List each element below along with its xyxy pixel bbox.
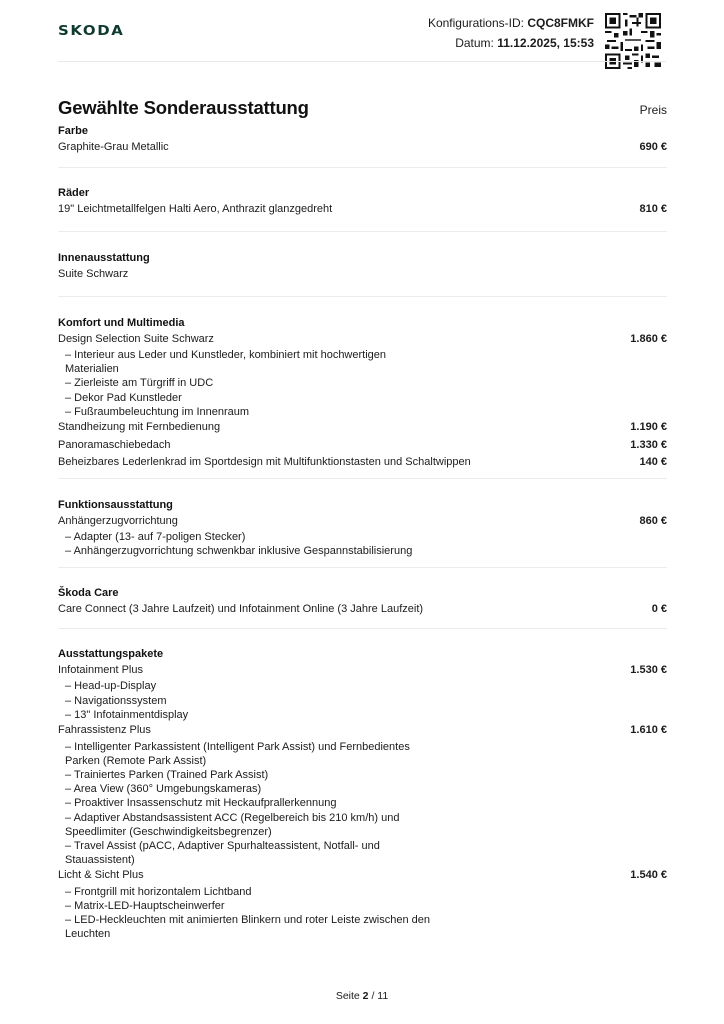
equipment-item	[58, 867, 667, 885]
item-name: 19" Leichtmetallfelgen Halti Aero, Anthrazit glanzgedreht	[58, 202, 333, 215]
item-detail-line: – Anhängerzugvorrichtung schwenkbar inklusive Gespannstabilisierung	[65, 545, 413, 558]
item-detail-line: – Adaptiver Abstandsassistent ACC (Regelbereich bis 210 km/h) und Speedlimiter (Geschwindigkeitsbegrenzer)	[65, 811, 400, 838]
equipment-item	[58, 139, 667, 157]
section-title: Innenausstattung	[58, 252, 150, 264]
page-separator: /	[371, 990, 375, 1002]
item-detail-line: – 13" Infotainmentdisplay	[65, 708, 189, 721]
item-detail-line: – Zierleiste am Türgriff in UDC	[65, 377, 214, 390]
item-details	[58, 679, 435, 722]
equipment-item	[58, 331, 667, 349]
equipment-section	[58, 297, 667, 479]
section-title: Farbe	[58, 125, 88, 137]
item-details	[58, 530, 435, 558]
item-name: Design Selection Suite Schwarz	[58, 332, 214, 345]
item-details	[58, 885, 435, 942]
page-label: Seite	[335, 990, 360, 1002]
equipment-item	[58, 454, 667, 472]
equipment-item	[58, 437, 667, 455]
page-total: 11	[377, 990, 389, 1002]
item-detail-line: – Intelligenter Parkassistent (Intelligent Park Assist) und Fernbedientes Parken (Remote Park Assist)	[65, 740, 410, 767]
item-detail-line: – Interieur aus Leder und Kunstleder, kombiniert mit hochwertigen Materialien	[65, 349, 387, 376]
item-details	[58, 740, 435, 868]
item-price: 140 €	[639, 456, 667, 469]
item-detail-line: – Head-up-Display	[65, 680, 157, 693]
item-price: 1.610 €	[630, 724, 667, 737]
item-name: Suite Schwarz	[58, 268, 129, 280]
item-detail-line: – LED-Heckleuchten mit animierten Blinkern und roter Leiste zwischen den Leuchten	[65, 914, 431, 941]
equipment-item	[58, 662, 667, 680]
equipment-sections	[58, 119, 667, 942]
equipment-item	[58, 513, 667, 531]
equipment-section	[58, 479, 667, 569]
item-name: Beheizbares Lederlenkrad im Sportdesign mit Multifunktionstasten und Schaltwippen	[58, 456, 471, 469]
item-name: Anhängerzugvorrichtung	[58, 514, 178, 527]
section-title: Funktionsausstattung	[58, 498, 173, 511]
equipment-item	[58, 722, 667, 740]
item-details	[58, 348, 435, 419]
item-name: Care Connect (3 Jahre Laufzeit) und Infotainment Online (3 Jahre Laufzeit)	[58, 603, 424, 616]
item-detail-line: – Dekor Pad Kunstleder	[65, 391, 182, 404]
equipment-section	[58, 568, 667, 629]
section-title: Komfort und Multimedia	[58, 316, 185, 329]
price-column-header: Preis	[639, 103, 667, 117]
section-title: Räder	[58, 186, 90, 199]
item-name: Infotainment Plus	[58, 663, 143, 676]
item-detail-line: – Area View (360° Umgebungskameras)	[65, 783, 262, 796]
item-price: 1.860 €	[630, 332, 667, 345]
item-detail-line: – Adapter (13- auf 7-poligen Stecker)	[65, 531, 246, 544]
item-detail-line: – Trainiertes Parken (Trained Park Assist)	[65, 768, 269, 781]
header-divider	[58, 61, 666, 62]
item-detail-line: – Proaktiver Insassenschutz mit Heckaufprallerkennung	[65, 797, 337, 810]
date-row	[428, 33, 594, 53]
item-detail-line: – Navigationssystem	[65, 694, 167, 707]
item-detail-line: – Travel Assist (pACC, Adaptiver Spurhalteassistent, Notfall- und Stauassistent)	[65, 839, 380, 867]
date-label: Datum:	[455, 36, 494, 50]
item-price: 0 €	[651, 603, 667, 616]
equipment-item	[58, 601, 667, 619]
page-indicator	[0, 990, 724, 1002]
item-price: 1.540 €	[630, 869, 667, 882]
title-row	[58, 97, 667, 119]
equipment-item	[58, 419, 667, 437]
equipment-section	[58, 119, 667, 168]
selected-equipment	[58, 97, 667, 942]
equipment-item	[58, 266, 667, 284]
item-name: Graphite-Grau Metallic	[58, 141, 169, 153]
page-current: 2	[362, 990, 369, 1002]
item-price: 810 €	[639, 202, 667, 215]
item-detail-line: – Matrix-LED-Hauptscheinwerfer	[65, 900, 225, 913]
item-price: 1.190 €	[630, 421, 667, 434]
item-detail-line: – Fußraumbeleuchtung im Innenraum	[65, 405, 250, 418]
equipment-item	[58, 201, 667, 219]
section-title: Škoda Care	[58, 587, 119, 600]
equipment-section	[58, 629, 667, 942]
configuration-id-label: Konfigurations-ID:	[427, 16, 524, 30]
document-meta	[428, 13, 594, 53]
item-name: Licht & Sicht Plus	[58, 869, 144, 882]
configuration-id-value: CQC8FMKF	[527, 16, 594, 30]
section-title: Ausstattungspakete	[58, 647, 164, 660]
item-price: 1.530 €	[630, 663, 667, 676]
skoda-logo: SKODA	[58, 24, 125, 39]
equipment-section	[58, 232, 667, 297]
item-price: 1.330 €	[630, 438, 667, 451]
page-title: Gewählte Sonderausstattung	[58, 97, 309, 118]
item-name: Standheizung mit Fernbedienung	[58, 421, 221, 434]
item-detail-line: – Frontgrill mit horizontalem Lichtband	[65, 885, 252, 898]
item-name: Panoramaschiebedach	[58, 438, 171, 451]
configuration-id-row	[428, 13, 594, 33]
item-name: Fahrassistenz Plus	[58, 724, 151, 737]
item-price: 860 €	[639, 514, 667, 527]
date-value: 11.12.2025, 15:53	[497, 36, 594, 50]
item-price: 690 €	[639, 141, 667, 153]
equipment-section	[58, 168, 667, 233]
